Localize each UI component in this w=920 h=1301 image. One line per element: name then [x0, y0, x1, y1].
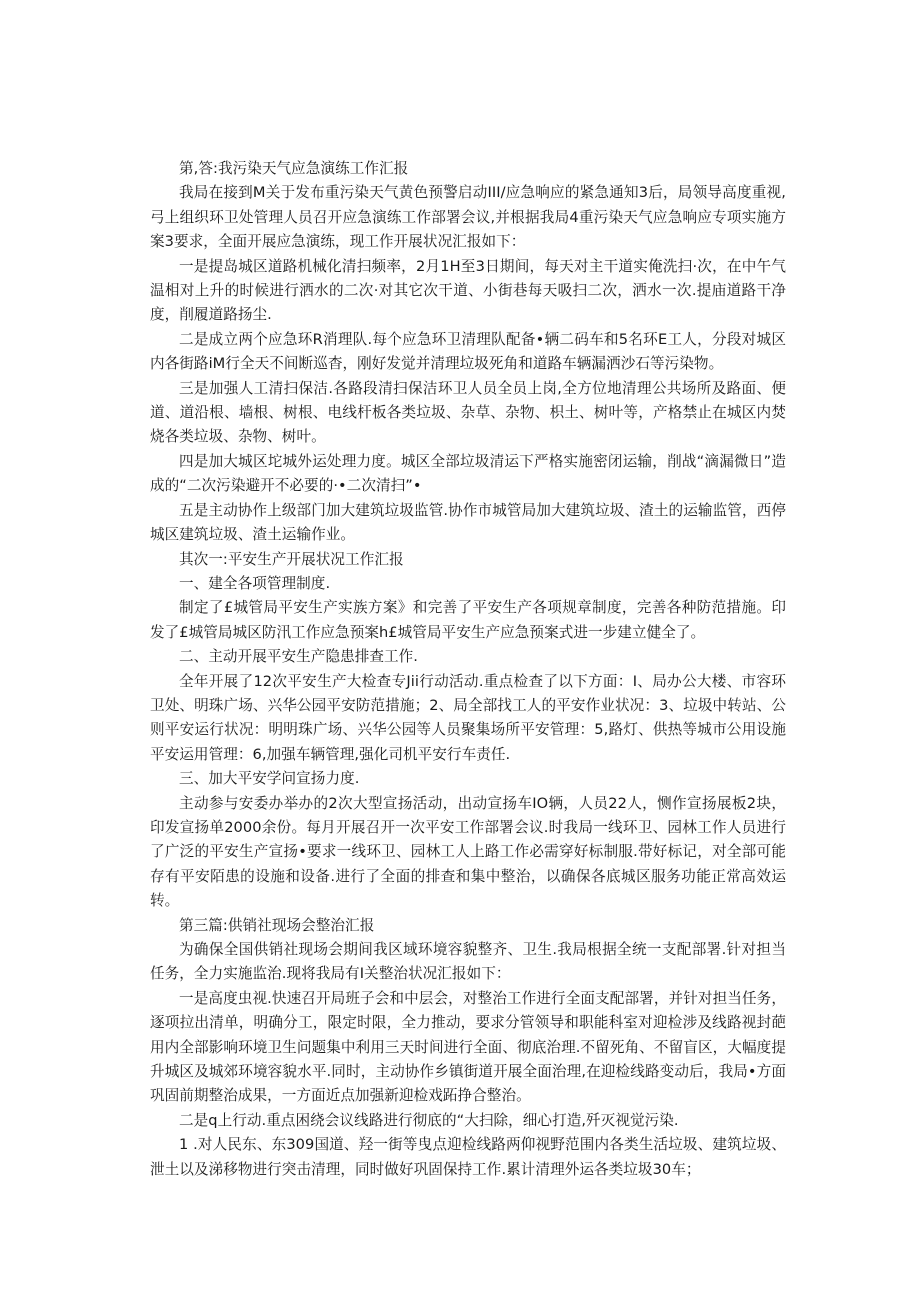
paragraph: 一是提岛城区道路机械化清扫频率，2月1H至3日期间，每天对主干道实俺洗扫·次，在中午气温相对上升的时候进行洒水的二次·对其它次干道、小街巷每天吸扫二次，洒水一次.提庙道路干净度，削履道路扬尘. [150, 257, 786, 324]
subheading: 二、主动开展平安生产隐患排查工作. [179, 648, 418, 666]
subheading: 一、建全各项管理制度. [179, 574, 331, 592]
subheading: 三、加大平安学问宣扬力度. [179, 770, 360, 788]
paragraph: 为确保全国供销社现场会期间我区域环境容貌整齐、卫生.我局根据全统一支配部署.针对担当任务，全力实施监治.现将我局有I关整治状况汇报如下： [150, 941, 786, 983]
paragraph: 二是q上行动.重点困绕会议线路进行彻底的“大扫除，细心打造,歼灭视觉污染. [179, 1111, 679, 1129]
document-body [150, 157, 786, 1182]
paragraph: 二是成立两个应急环R消理队.每个应急环卫清理队配备•辆二码车和5名环E工人，分段对城区内各街路iM行全天不间断巡杳，刚好发觉并清理垃圾死角和道路车辆漏洒沙石等污染物。 [150, 330, 786, 373]
paragraph: 主动参与安委办举办的2次大型宣扬活动，出动宣扬车IO辆，人员22人，恻作宣扬展板2块，印发宣扬单2000余份。每月开展召开一次平安工作部署会议.时我局一线环卫、园林工作人员进行了广泛的平安生产宣扬•要求一线环卫、园林工人上路工作必需穿好标制服.带好标记，对全部可能存有平安陌患的设施和设备.进行了全面的排查和集中整治，以确保各底城区服务功能正常高效运转。 [150, 794, 786, 910]
paragraph: 五是主动协作上级部门加大建筑垃圾监管.协作市城管局加大建筑垃圾、渣土的运输监管，西停城区建筑垃圾、渣土运输作业。 [150, 501, 786, 544]
paragraph: 全年开展了12次平安生产大检查专Jii行动活动.重点检查了以下方面：I、局办公大楼、市容环卫处、明珠广场、兴华公园平安防范措施；2、局全部找工人的平安作业状况：3、垃圾中转站、公则平安运行状况：明明珠广场、兴华公园等人员聚集场所平安管理：5,路灯、供热等城市公用设施平安运用管理：6,加强车辆管理,强化司机平安行车责任. [150, 672, 786, 763]
paragraph: 我局在接到M关于发布重污染天气黄色预警启动III/应急响应的紧急通知3后，局领导高度重视,弓上组织环卫处管理人员召开应急演练工作部署会议,并根据我局4重污染天气应急响应专项实施方案3要求，全面开展应急演练，现工作开展状况汇报如下： [150, 184, 786, 251]
paragraph: 制定了£城管局平安生产实族方案》和完善了平安生产各项规章制度，完善各种防范措施。印发了£城管局城区防汛工作应急预案h£城管局平安生产应急预案式进一步建立健全了。 [150, 599, 786, 641]
section-heading-1: 第,答:我污染天气应急演练工作汇报 [179, 160, 409, 177]
section-heading-3: 第三篇:供销社现场会整治汇报 [179, 916, 375, 934]
paragraph: 一是高度虫视.快速召开局班子会和中层会，对整治工作进行全面支配部署，并针对担当任务，逐项拉出清单，明确分工，限定时限，全力推动，要求分管领导和职能科室对迎检涉及线路视封葩用内全部影响环境卫生问题集中利用三天时间进行全面、彻底治理.不留死角、不留盲区，大幅度提升城区及城郊环境容貌水平.同时，主动协作乡镇街道开展全面治理,在迎检线路变动后，我局•方面巩固前期整治成果，一方面近点加强新迎检戏跖挣合整治。 [150, 989, 786, 1105]
paragraph: 四是加大城区坨城外运处理力度。城区全部垃圾清运下严格实施密闭运输，削战“滴漏微日”造成的“二次污染避开不必要的·•二次清扫”• [150, 452, 786, 495]
paragraph: 三是加强人工清扫保洁.各路段清扫保洁环卫人员全员上岗,全方位地清理公共场所及路面、便道、道沿根、墙根、树根、电线杆板各类垃圾、杂草、杂物、枳土、树叶等，产格禁止在城区内焚烧各类垃圾、杂物、树叶。 [150, 379, 786, 446]
section-heading-2: 其次一:平安生产开展状况工作汇报 [179, 550, 404, 568]
paragraph: 1 .对人民东、东309国道、羟一街等曳点迎检线路两仰视野范围内各类生活垃圾、建筑垃圾、泄土以及涕移物进行突击清理，同时做好巩固保持工作.累计清理外运各类垃圾30车； [150, 1136, 786, 1178]
